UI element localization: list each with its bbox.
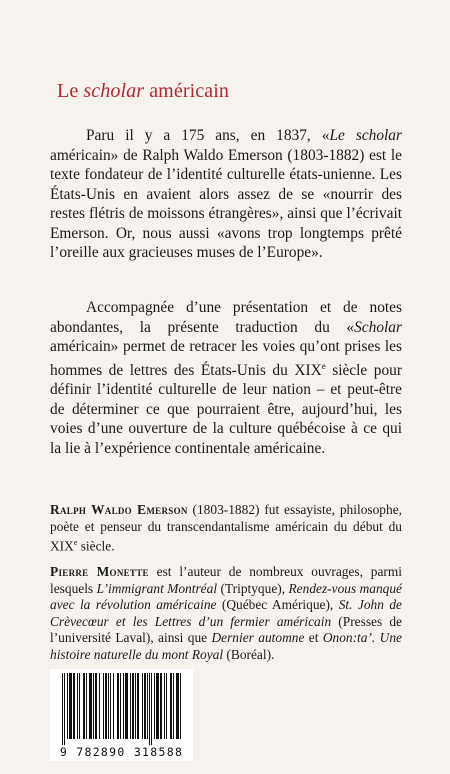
- barcode-bar: [64, 673, 65, 745]
- barcode-bar: [137, 673, 139, 739]
- barcode-bar: [113, 673, 114, 739]
- isbn-barcode: [50, 669, 193, 761]
- p2-superscript: e: [321, 360, 326, 371]
- monette-name: Pierre Monette: [50, 564, 149, 579]
- barcode-bar: [123, 673, 124, 739]
- barcode-bar: [105, 673, 107, 739]
- author-bio-emerson: [50, 502, 402, 555]
- barcode-bar: [130, 673, 131, 739]
- book-title: [57, 80, 229, 103]
- barcode-bar: [73, 673, 75, 739]
- emerson-superscript: e: [73, 538, 78, 547]
- isbn-digits: 9 782890 318588: [59, 745, 184, 759]
- barcode-bar: [151, 673, 152, 745]
- barcode-bar: [120, 673, 121, 739]
- barcode-bar: [77, 673, 78, 739]
- title-suffix: américain: [144, 80, 229, 102]
- barcode-bar: [67, 673, 68, 739]
- barcode-bar: [86, 673, 87, 739]
- emerson-bio-end: siècle.: [77, 538, 115, 554]
- monette-t5: et: [304, 630, 323, 645]
- monette-t4: (Presses de l’université Laval), ainsi que: [50, 613, 402, 645]
- barcode-bar: [160, 673, 162, 739]
- title-prefix: Le: [57, 80, 84, 102]
- barcode-bar: [110, 673, 111, 739]
- p1-text-b: américain» de Ralph Waldo Emerson (1803-1882) est le texte fondateur de l’identité culturelle états-unienne. Les États-Unis en avaient alors assez de se «nourrir des restes flétris de moissons étrangères», ainsi que l’écrivait Emerson. Or, nous aussi «avons trop longtemps prêté l’oreille aux gracieuses muses de l’Europe».: [50, 146, 402, 261]
- barcode-bars: [50, 669, 193, 747]
- summary-paragraph-2: [50, 298, 402, 458]
- barcode-bar: [154, 673, 155, 739]
- barcode-bar: [176, 673, 179, 739]
- monette-i5: Onon:ta’. Une histoire naturelle du mont Royal: [50, 630, 402, 662]
- monette-i4: Dernier automne: [211, 630, 305, 645]
- barcode-bar: [164, 673, 165, 739]
- barcode-bar: [99, 673, 100, 739]
- monette-i2: Rendez-vous manqué avec la révolution américaine: [50, 580, 402, 612]
- barcode-bar: [144, 673, 146, 739]
- barcode-bar: [170, 673, 172, 739]
- barcode-bar: [125, 673, 128, 739]
- barcode-bar: [149, 673, 150, 745]
- barcode-bar: [166, 673, 167, 739]
- p2-text-b: américain» permet de retracer les voies qu’ont prises les hommes de lettres des États-Unis du XIX: [50, 338, 402, 379]
- title-italic-word: scholar: [83, 80, 145, 102]
- monette-t1: est l’auteur de nombreux ouvrages, parmi lesquels: [50, 564, 402, 596]
- p2-italic: Scholar: [354, 318, 402, 336]
- p2-text-c: siècle pour définir l’identité culturelle de leur nation – et peut-être de déterminer ce que pourraient être, aujourd’hui, les voies d’une ouverture de la culture québécoise à ce qui la lie à l’expérience continentale américaine.: [50, 361, 402, 457]
- barcode-bar: [95, 673, 97, 739]
- monette-t3: (Québec Amérique),: [216, 597, 339, 612]
- barcode-bar: [108, 673, 109, 739]
- monette-t6: (Boréal).: [223, 646, 275, 662]
- barcode-bar: [156, 673, 159, 739]
- p1-text-a: Paru il y a 175 ans, en 1837, «: [86, 127, 330, 144]
- barcode-bar: [135, 673, 136, 739]
- summary-paragraph-1: [50, 126, 402, 263]
- author-bio-monette: [50, 564, 402, 663]
- monette-t2: (Triptyque),: [217, 580, 289, 596]
- barcode-bar: [173, 673, 174, 739]
- barcode-bar: [69, 673, 72, 739]
- barcode-bar: [117, 673, 119, 739]
- barcode-bar: [83, 673, 85, 739]
- barcode-bar: [62, 673, 63, 745]
- barcode-bar: [93, 673, 94, 739]
- barcode-bar: [89, 673, 92, 739]
- p2-text-a: Accompagnée d’une présentation et de notes abondantes, la présente traduction du «: [50, 299, 402, 336]
- barcode-bar: [79, 673, 80, 739]
- barcode-bar: [132, 673, 134, 739]
- p1-italic: Le scholar: [329, 127, 402, 144]
- emerson-bio-text: (1803-1882) fut essayiste, philosophe, poète et penseur du transcendantalisme américain du début du XIX: [50, 502, 402, 554]
- emerson-name: Ralph Waldo Emerson: [50, 502, 188, 517]
- barcode-bar: [147, 673, 148, 739]
- monette-i3: St. John de Crèvecœur et les Lettres d’un fermier américain: [50, 597, 402, 629]
- monette-i1: L’immigrant Montréal: [96, 580, 218, 596]
- barcode-bar: [103, 673, 104, 739]
- barcode-bar: [180, 673, 181, 739]
- barcode-bar: [142, 673, 143, 739]
